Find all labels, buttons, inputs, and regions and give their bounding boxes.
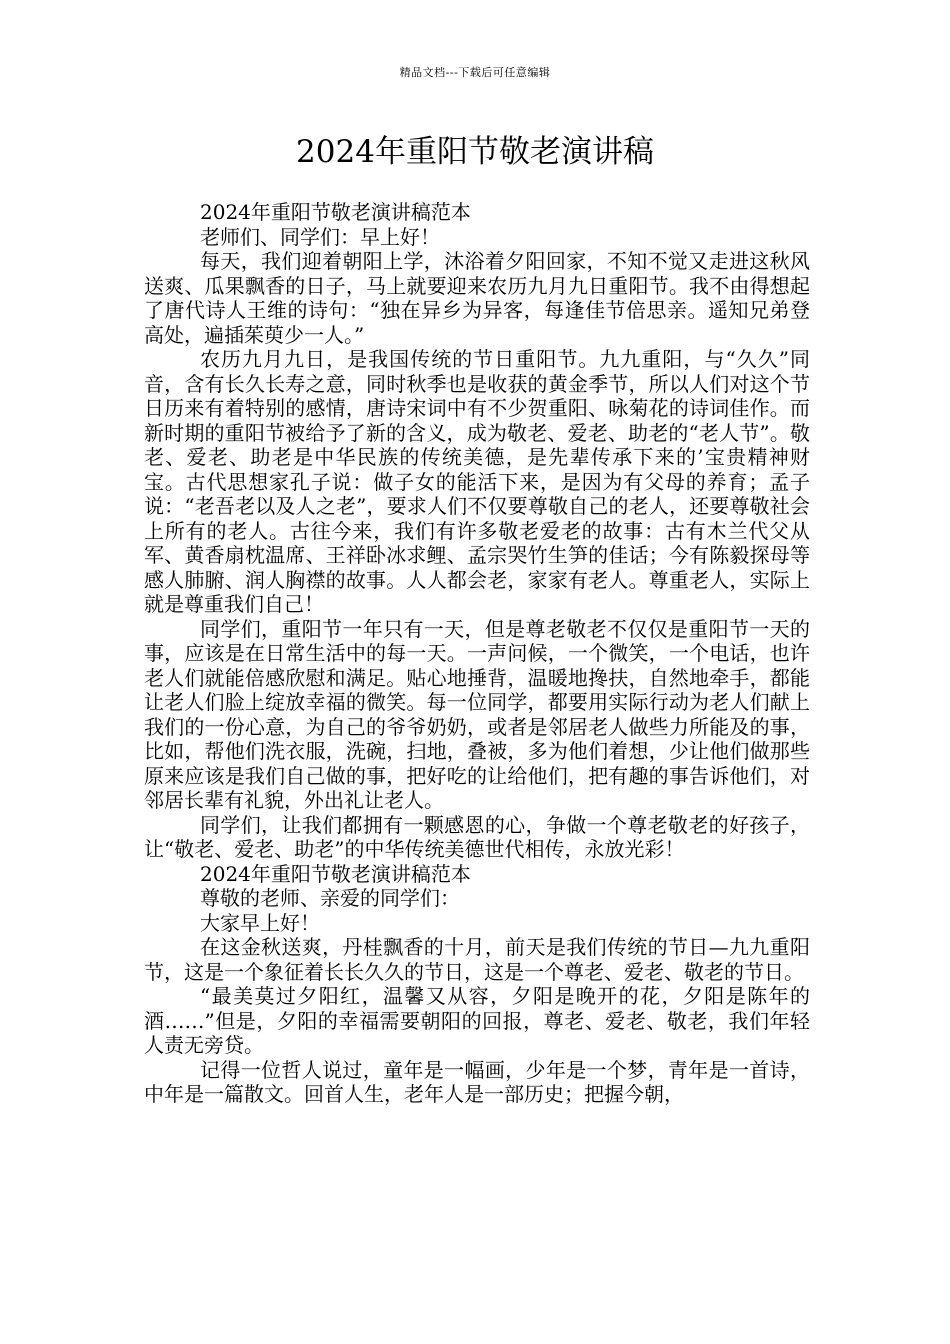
paragraph: 每天，我们迎着朝阳上学，沐浴着夕阳回家，不知不觉又走进这秋风送爽、瓜果飘香的日子，马上就要迎来农历九月九日重阳节。我不由得想起了唐代诗人王维的诗句：“独在异乡为异客，每逢佳节倍思亲。遥知兄弟登高处，遍插茱萸少一人。” bbox=[144, 249, 810, 347]
paragraph: 同学们，重阳节一年只有一天，但是尊老敬老不仅仅是重阳节一天的事，应该是在日常生活中的每一天。一声问候，一个微笑，一个电话，也许老人们就能倍感欣慰和满足。贴心地捶背，温暖地搀扶，自然地牵手，都能让老人们脸上绽放幸福的微笑。每一位同学，都要用实际行动为老人们献上我们的一份心意，为自己的爷爷奶奶，或者是邻居老人做些力所能及的事，比如，帮他们洗衣服，洗碗，扫地，叠被，多为他们着想，少让他们做那些原来应该是我们自己做的事，把好吃的让给他们，把有趣的事告诉他们，对邻居长辈有礼貌，外出礼让老人。 bbox=[144, 616, 810, 812]
paragraph: 大家早上好！ bbox=[200, 910, 320, 935]
page-header: 精品文档---下载后可任意编辑 bbox=[399, 66, 551, 79]
paragraph: 农历九月九日，是我国传统的节日重阳节。九九重阳，与“久久”同音，含有长久长寿之意，同时秋季也是收获的黄金季节，所以人们对这个节日历来有着特别的感情，唐诗宋词中有不少贺重阳、咏菊花的诗词佳作。而新时期的重阳节被给予了新的含义，成为敬老、爱老、助老的“老人节”。敬老、爱老、助老是中华民族的传统美德，是先辈传承下来的’宝贵精神财宝。古代思想家孔子说：做子女的能活下来，是因为有父母的养育；孟子说：“老吾老以及人之老”，要求人们不仅要尊敬自己的老人，还要尊敬社会上所有的老人。古往今来，我们有许多敬老爱老的故事：古有木兰代父从军、黄香扇枕温席、王祥卧冰求鲤、孟宗哭竹生笋的佳话；今有陈毅探母等感人肺腑、润人胸襟的故事。人人都会老，家家有老人。尊重老人，实际上就是尊重我们自己！ bbox=[144, 347, 810, 616]
document-title: 2024年重阳节敬老演讲稿 bbox=[296, 134, 654, 170]
paragraph: 记得一位哲人说过，童年是一幅画，少年是一个梦，青年是一首诗，中年是一篇散文。回首人生，老年人是一部历史；把握今朝， bbox=[144, 1057, 810, 1106]
paragraph: 同学们，让我们都拥有一颗感恩的心，争做一个尊老敬老的好孩子，让“敬老、爱老、助老”的中华传统美德世代相传，永放光彩！ bbox=[144, 812, 810, 861]
paragraph: 老师们、同学们：早上好！ bbox=[200, 224, 440, 249]
document-body bbox=[144, 200, 810, 1107]
paragraph: “最美莫过夕阳红，温馨又从容，夕阳是晚开的花，夕阳是陈年的酒……”但是，夕阳的幸福需要朝阳的回报，尊老、爱老、敬老，我们年轻人责无旁贷。 bbox=[144, 984, 810, 1057]
paragraph: 2024年重阳节敬老演讲稿范本 bbox=[200, 861, 471, 886]
paragraph: 2024年重阳节敬老演讲稿范本 bbox=[200, 200, 471, 224]
paragraph: 尊敬的老师、亲爱的同学们： bbox=[200, 886, 460, 910]
paragraph: 在这金秋送爽，丹桂飘香的十月，前天是我们传统的节日—九九重阳节，这是一个象征着长长久久的节日，这是一个尊老、爱老、敬老的节日。 bbox=[144, 935, 810, 984]
